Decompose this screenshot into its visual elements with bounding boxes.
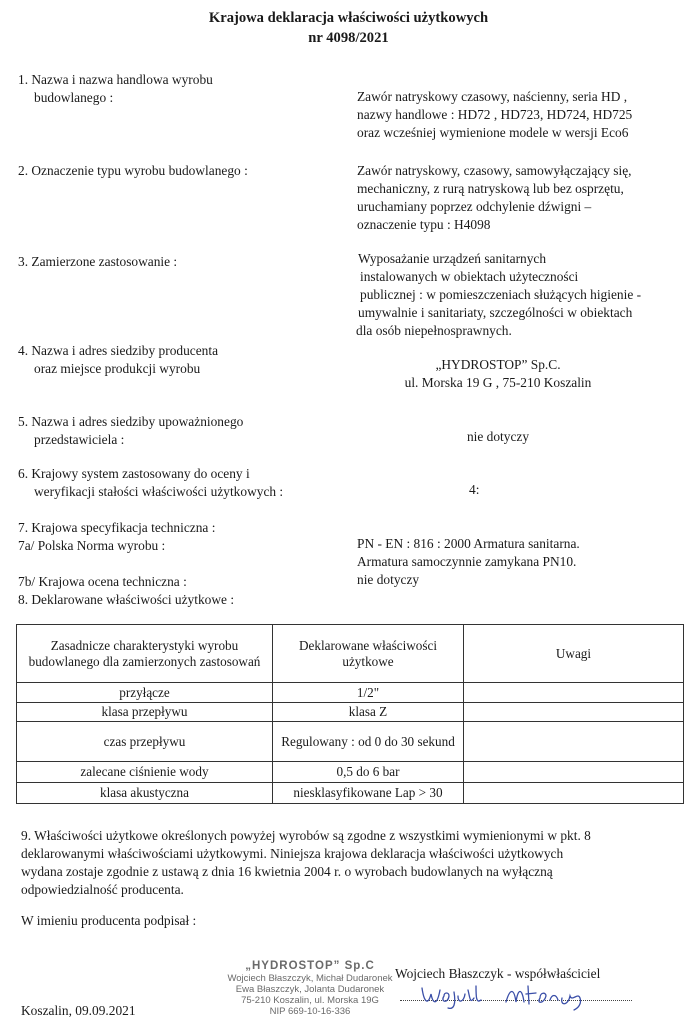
s6-label-line2: weryfikacji stałości właściwości użytkowych : bbox=[34, 484, 284, 499]
table-cell: klasa przepływu bbox=[17, 703, 273, 722]
s3-value-line3: publicznej : w pomieszczeniach służących higienie - bbox=[360, 287, 642, 302]
table-row bbox=[17, 703, 684, 722]
table-cell bbox=[464, 783, 684, 804]
table-cell: przyłącze bbox=[17, 683, 273, 703]
s2-value-line2: mechaniczny, z rurą natryskową lub bez osprzętu, bbox=[357, 181, 624, 196]
s9-line2: deklarowanymi właściwościami użytkowymi. Niniejsza krajowa deklaracja właściwości użytkowych bbox=[21, 846, 564, 861]
place-date: Koszalin, 09.09.2021 bbox=[21, 1003, 136, 1018]
s3-value-line4: umywalnie i sanitariaty, szczególności w obiektach bbox=[358, 305, 633, 320]
s3-value-line2: instalowanych w obiektach użyteczności bbox=[360, 269, 579, 284]
document-number: nr 4098/2021 bbox=[308, 30, 389, 46]
signed-by-label: W imieniu producenta podpisał : bbox=[21, 913, 197, 928]
table-header-declared: Deklarowane właściwości użytkowe bbox=[273, 625, 464, 683]
s3-label: 3. Zamierzone zastosowanie : bbox=[18, 254, 178, 269]
company-stamp bbox=[222, 960, 398, 1017]
properties-table bbox=[16, 624, 684, 804]
s6-label-line1: 6. Krajowy system zastosowany do oceny i bbox=[18, 466, 250, 481]
s2-label: 2. Oznaczenie typu wyrobu budowlanego : bbox=[18, 163, 248, 178]
s5-label-line2: przedstawiciela : bbox=[34, 432, 125, 447]
s7a-label: 7a/ Polska Norma wyrobu : bbox=[18, 538, 166, 553]
producer-address: ul. Morska 19 G , 75-210 Koszalin bbox=[404, 375, 592, 390]
table-cell: czas przepływu bbox=[17, 722, 273, 762]
s5-value: nie dotyczy bbox=[466, 429, 530, 444]
table-row bbox=[17, 783, 684, 804]
s6-value: 4: bbox=[469, 482, 480, 497]
s7a-value-line1: PN - EN : 816 : 2000 Armatura sanitarna. bbox=[357, 536, 580, 551]
table-cell: klasa Z bbox=[273, 703, 464, 722]
stamp-brand: „HYDROSTOP” Sp.C bbox=[245, 960, 375, 972]
s7-label: 7. Krajowa specyfikacja techniczna : bbox=[18, 520, 216, 535]
s1-label-line1: 1. Nazwa i nazwa handlowa wyrobu bbox=[18, 72, 213, 87]
table-cell bbox=[464, 762, 684, 783]
s9-line1: 9. Właściwości użytkowe określonych powyżej wyrobów są zgodne z wszystkimi wymienionymi w pkt. 8 bbox=[21, 828, 591, 843]
table-cell bbox=[464, 703, 684, 722]
table-row bbox=[17, 762, 684, 783]
s2-value-line3: uruchamiany poprzez odchylenie dźwigni – bbox=[357, 199, 592, 214]
table-header-remarks: Uwagi bbox=[464, 625, 684, 683]
table-cell: 0,5 do 6 bar bbox=[273, 762, 464, 783]
table-cell: niesklasyfikowane Lap > 30 bbox=[273, 783, 464, 804]
table-row bbox=[17, 683, 684, 703]
table-cell: Regulowany : od 0 do 30 sekund bbox=[273, 722, 464, 762]
stamp-line: Wojciech Błaszczyk, Michał Dudaronek bbox=[227, 973, 393, 984]
producer-name: „HYDROSTOP” Sp.C. bbox=[435, 357, 561, 372]
s7b-value: nie dotyczy bbox=[357, 572, 420, 587]
table-cell: klasa akustyczna bbox=[17, 783, 273, 804]
stamp-line: Ewa Błaszczyk, Jolanta Dudaronek bbox=[235, 984, 385, 995]
s9-line3: wydana zostaje zgodnie z ustawą z dnia 16 kwietnia 2004 r. o wyrobach budowlanych na wyłączną bbox=[21, 864, 553, 879]
table-cell: zalecane ciśnienie wody bbox=[17, 762, 273, 783]
s7b-label: 7b/ Krajowa ocena techniczna : bbox=[18, 574, 187, 589]
table-row bbox=[17, 722, 684, 762]
s1-label-line2: budowlanego : bbox=[34, 90, 114, 105]
table-header-characteristics: Zasadnicze charakterystyki wyrobu budowlanego dla zamierzonych zastosowań bbox=[17, 625, 273, 683]
s4-label-line1: 4. Nazwa i adres siedziby producenta bbox=[18, 343, 219, 358]
s9-line4: odpowiedzialność producenta. bbox=[21, 882, 184, 897]
s3-value-line1: Wyposażanie urządzeń sanitarnych bbox=[358, 251, 547, 266]
s7a-value-line2: Armatura samoczynnie zamykana PN10. bbox=[357, 554, 577, 569]
stamp-line: NIP 669-10-16-336 bbox=[269, 1006, 351, 1017]
table-cell: 1/2" bbox=[273, 683, 464, 703]
s1-value-line3: oraz wcześniej wymienione modele w wersji Eco6 bbox=[357, 125, 629, 140]
table-cell bbox=[464, 683, 684, 703]
handwritten-signature bbox=[418, 978, 598, 1012]
document-title: Krajowa deklaracja właściwości użytkowych bbox=[208, 10, 489, 26]
s5-label-line1: 5. Nazwa i adres siedziby upoważnionego bbox=[18, 414, 244, 429]
s2-value-line4: oznaczenie typu : H4098 bbox=[357, 217, 491, 232]
s1-value-line2: nazwy handlowe : HD72 , HD723, HD724, HD725 bbox=[357, 107, 633, 122]
s3-value-line5: dla osób niepełnosprawnych. bbox=[356, 323, 512, 338]
s2-value-line1: Zawór natryskowy, czasowy, samowyłączający się, bbox=[357, 163, 632, 178]
stamp-line: 75-210 Koszalin, ul. Morska 19G bbox=[241, 995, 379, 1006]
signatory-name: Wojciech Błaszczyk - współwłaściciel bbox=[395, 966, 601, 981]
s8-label: 8. Deklarowane właściwości użytkowe : bbox=[18, 592, 235, 607]
table-header-row bbox=[17, 625, 684, 683]
table-cell bbox=[464, 722, 684, 762]
s4-label-line2: oraz miejsce produkcji wyrobu bbox=[34, 361, 201, 376]
s1-value-line1: Zawór natryskowy czasowy, naścienny, seria HD , bbox=[357, 89, 628, 104]
